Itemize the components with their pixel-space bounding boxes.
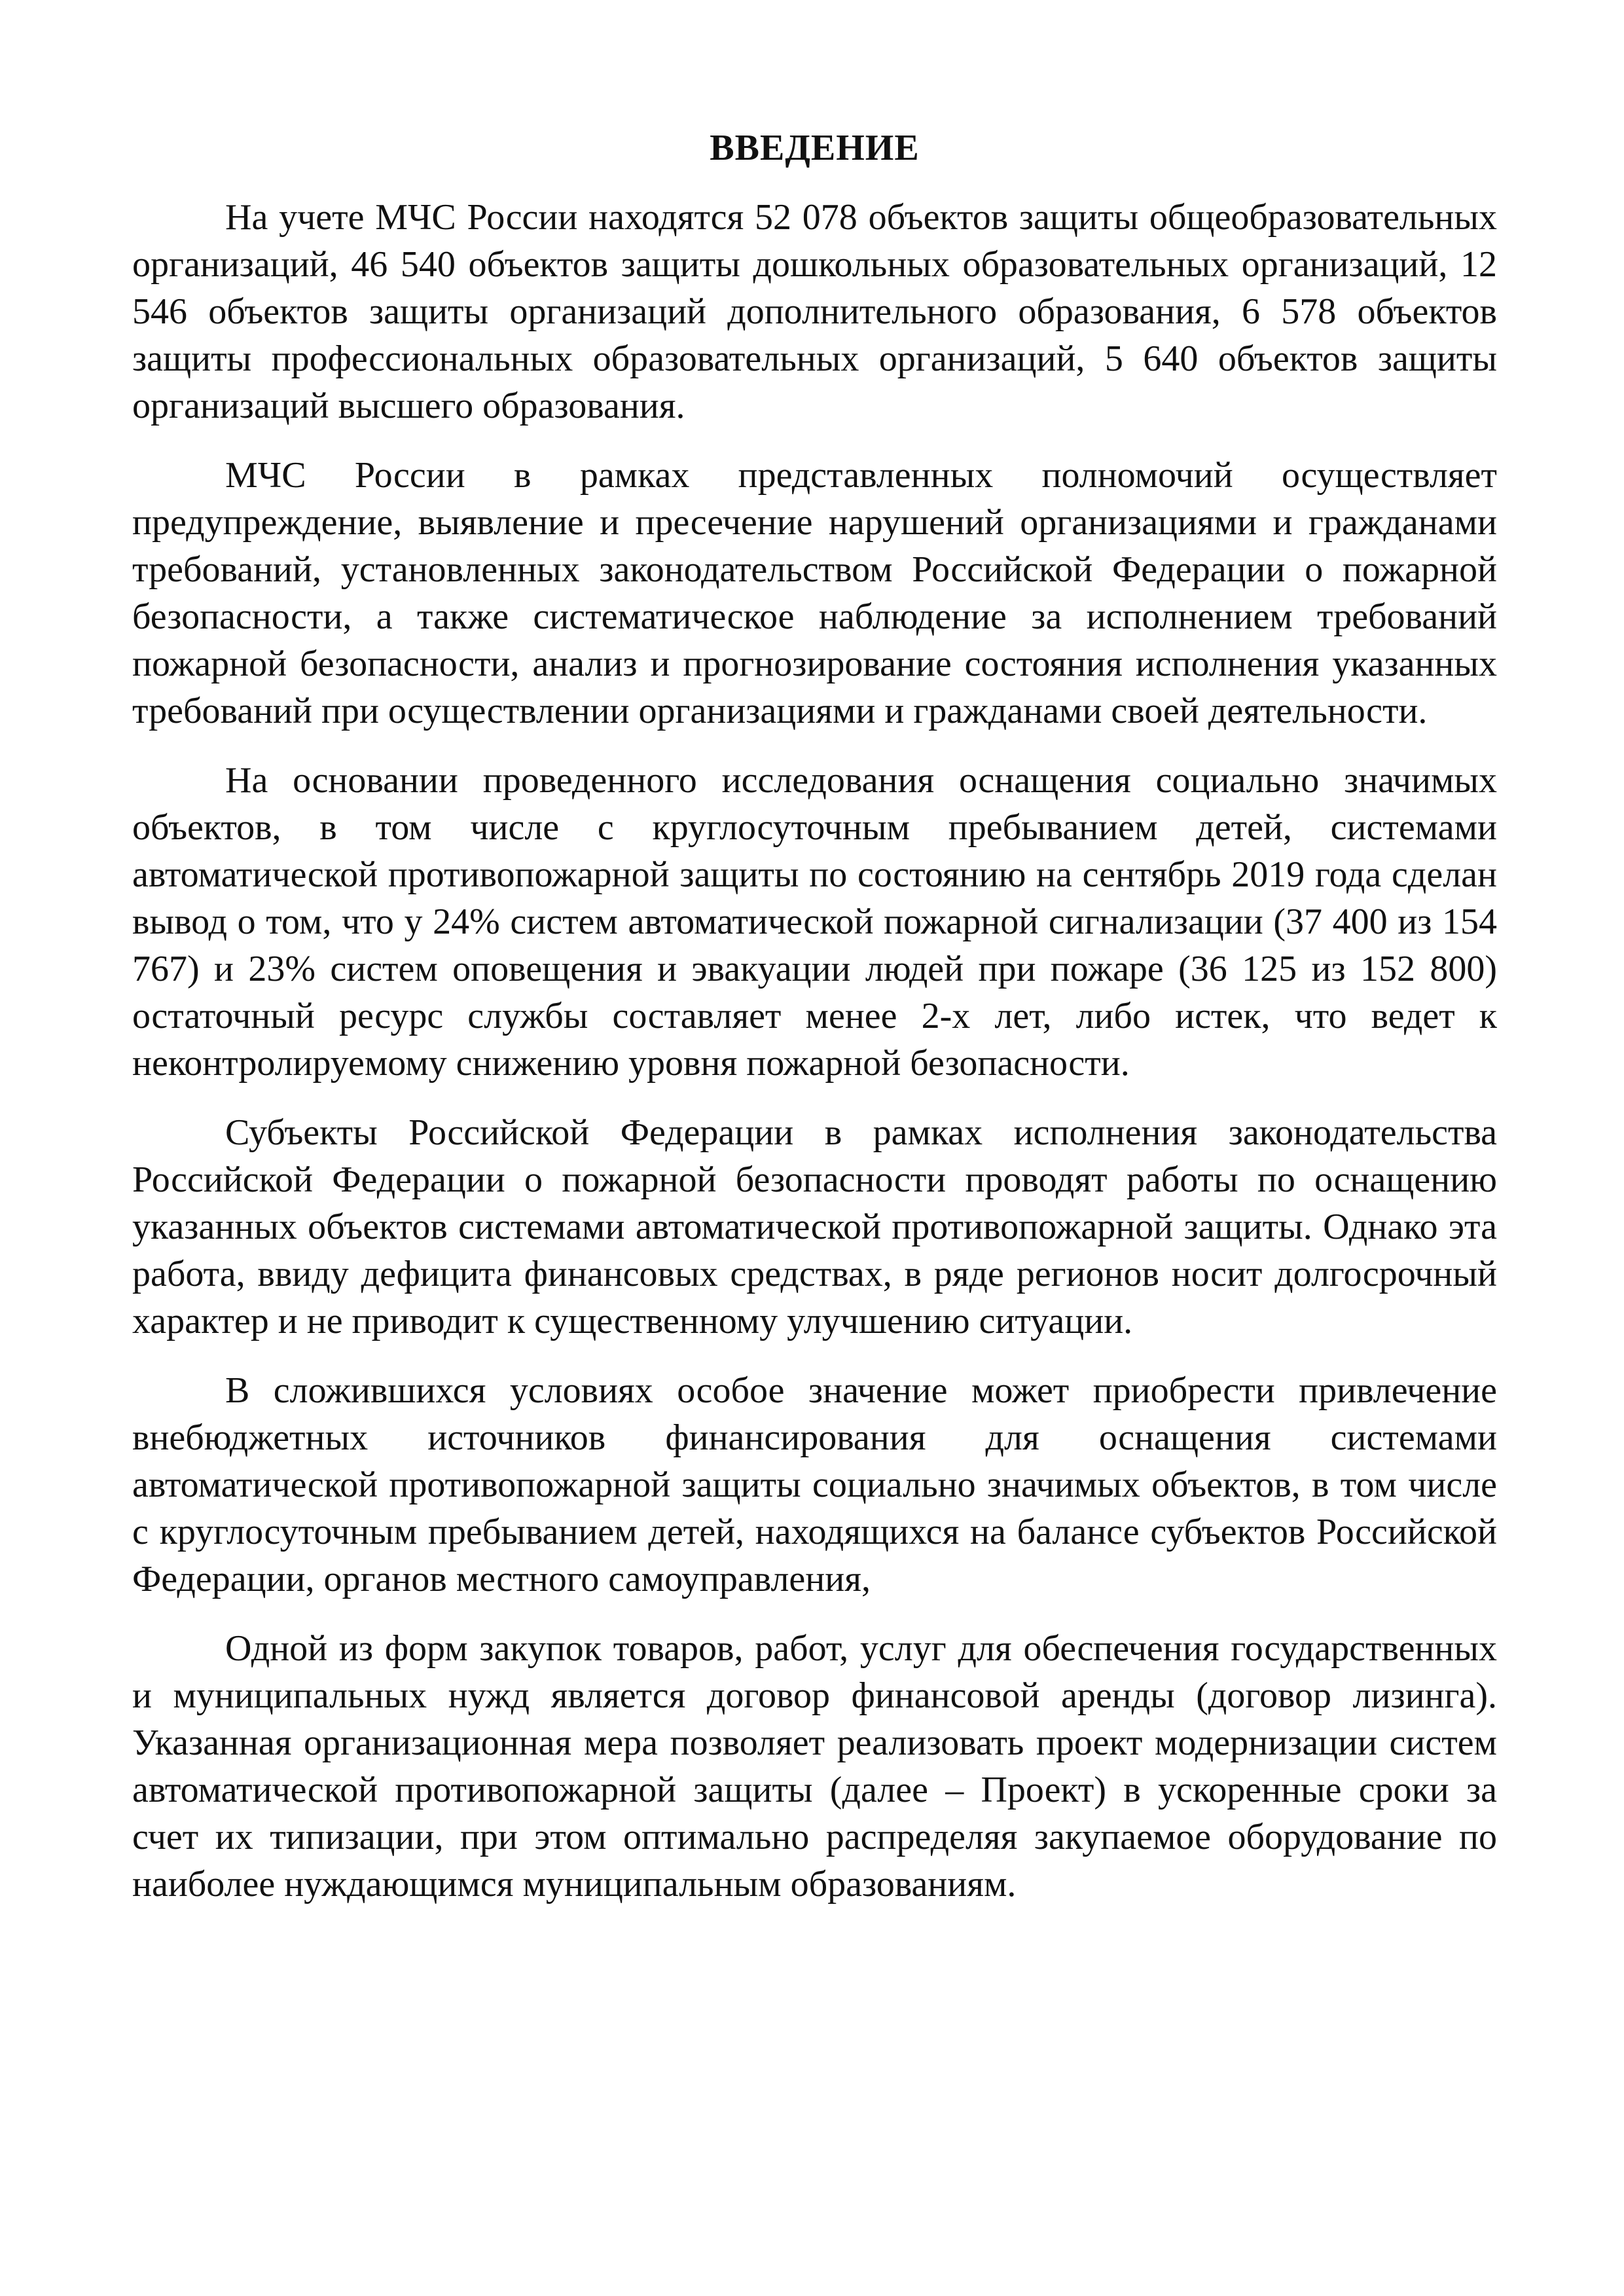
document-body (132, 124, 1497, 1930)
paragraph-5: В сложившихся условиях особое значение может приобрести привлечение внебюджетных источников финансирования для оснащения системами автоматической противопожарной защиты социально значимых объектов, в том числе с круглосуточным пребыванием детей, находящихся на балансе субъектов Российской Федерации, органов местного самоуправления, (132, 1370, 1497, 1599)
paragraph-1: На учете МЧС России находятся 52 078 объектов защиты общеобразовательных организаций, 46 540 объектов защиты дошкольных образовательных организаций, 12 546 объектов защиты организаций дополнительного образования, 6 578 объектов защиты профессиональных образовательных организаций, 5 640 объектов защиты организаций высшего образования. (132, 197, 1497, 426)
paragraph-3: На основании проведенного исследования оснащения социально значимых объектов, в том числе с круглосуточным пребыванием детей, системами автоматической противопожарной защиты по состоянию на сентябрь 2019 года сделан вывод о том, что у 24% систем автоматической пожарной сигнализации (37 400 из 154 767) и 23% систем оповещения и эвакуации людей при пожаре (36 125 из 152 800) остаточный ресурс службы составляет менее 2-х лет, либо истек, что ведет к неконтролируемому снижению уровня пожарной безопасности. (132, 760, 1497, 1084)
paragraph-4: Субъекты Российской Федерации в рамках исполнения законодательства Российской Федерации о пожарной безопасности проводят работы по оснащению указанных объектов системами автоматической противопожарной защиты. Однако эта работа, ввиду дефицита финансовых средствах, в ряде регионов носит долгосрочный характер и не приводит к существенному улучшению ситуации. (132, 1112, 1497, 1341)
paragraph-6: Одной из форм закупок товаров, работ, услуг для обеспечения государственных и муниципальных нужд является договор финансовой аренды (договор лизинга). Указанная организационная мера позволяет реализовать проект модернизации систем автоматической противопожарной защиты (далее – Проект) в ускоренные сроки за счет их типизации, при этом оптимально распределяя закупаемое оборудование по наиболее нуждающимся муниципальным образованиям. (132, 1628, 1497, 1904)
document-title: ВВЕДЕНИЕ (710, 128, 920, 168)
paragraph-2: МЧС России в рамках представленных полномочий осуществляет предупреждение, выявление и пресечение нарушений организациями и гражданами требований, установленных законодательством Российской Федерации о пожарной безопасности, а также систематическое наблюдение за исполнением требований пожарной безопасности, анализ и прогнозирование состояния исполнения указанных требований при осуществлении организациями и гражданами своей деятельности. (132, 455, 1497, 731)
